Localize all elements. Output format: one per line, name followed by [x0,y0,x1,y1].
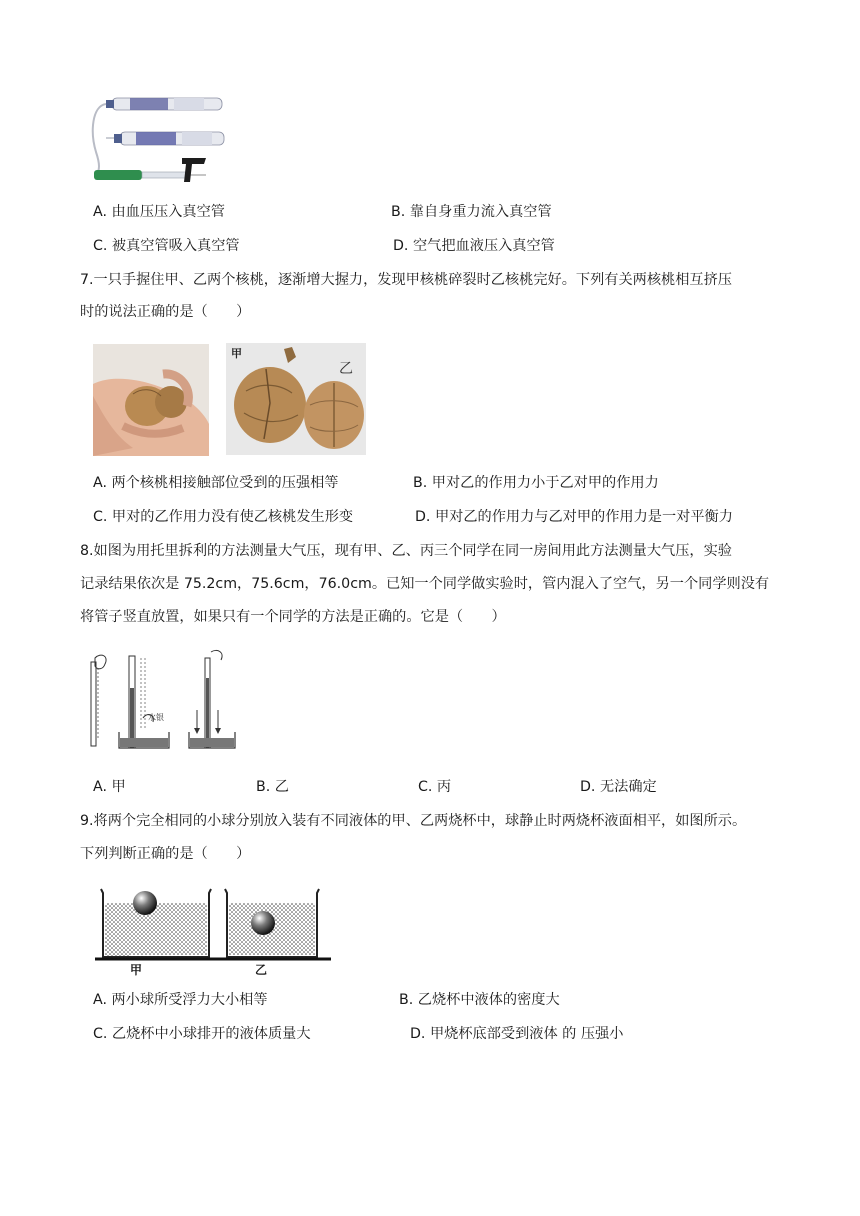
beaker-label-jia: 甲 [130,963,143,977]
q9-option-c[interactable]: C. 乙烧杯中小球排开的液体质量大 [93,1026,311,1042]
q6-option-c[interactable]: C. 被真空管吸入真空管 [93,238,240,254]
q6-option-a[interactable]: A. 由血压压入真空管 [93,204,225,220]
q7-option-d[interactable]: D. 甲对乙的作用力与乙对甲的作用力是一对平衡力 [415,509,733,525]
q8-option-a[interactable]: A. 甲 [93,779,126,795]
q9-stem-line2: 下列判断正确的是（ ） [80,846,251,862]
q8-stem-line2: 记录结果依次是 75.2cm，75.6cm，76.0cm。已知一个同学做实验时，管内混入了空气，另一个同学则没有 [80,576,770,592]
q8-stem-line3: 将管子竖直放置，如果只有一个同学的方法是正确的。它是（ ） [80,609,506,625]
q7-option-c[interactable]: C. 甲对的乙作用力没有使乙核桃发生形变 [93,509,354,525]
beaker-label-yi: 乙 [255,963,268,977]
q9-option-d[interactable]: D. 甲烧杯底部受到液体 的 压强小 [410,1026,624,1042]
q7-stem-line1: 7.一只手握住甲、乙两个核桃，逐渐增大握力，发现甲核桃碎裂时乙核桃完好。下列有关两核桃相互挤压 [80,272,732,288]
walnut-label-jia: 甲 [231,347,242,360]
q8-option-d[interactable]: D. 无法确定 [580,779,657,795]
q6-option-d[interactable]: D. 空气把血液压入真空管 [393,238,555,254]
walnut-label-yi: 乙 [339,361,353,377]
q9-option-b[interactable]: B. 乙烧杯中液体的密度大 [399,992,560,1008]
q7-option-a[interactable]: A. 两个核桃相接触部位受到的压强相等 [93,475,339,491]
torricelli-experiment-figure [85,648,241,756]
q9-stem-line1: 9.将两个完全相同的小球分别放入装有不同液体的甲、乙两烧杯中，球静止时两烧杯液面相平，如图所示。 [80,813,747,829]
q9-option-a[interactable]: A. 两小球所受浮力大小相等 [93,992,268,1008]
q8-option-c[interactable]: C. 丙 [418,779,452,795]
hand-holding-walnuts-photo [93,344,209,456]
mercury-label: 水银 [148,713,164,722]
blood-collection-tubes-figure [86,92,232,188]
q6-option-b[interactable]: B. 靠自身重力流入真空管 [391,204,552,220]
q7-stem-line2: 时的说法正确的是（ ） [80,304,251,320]
q7-option-b[interactable]: B. 甲对乙的作用力小于乙对甲的作用力 [413,475,659,491]
q8-stem-line1: 8.如图为用托里拆利的方法测量大气压，现有甲、乙、丙三个同学在同一房间用此方法测量大气压，实验 [80,543,732,559]
walnuts-jia-yi-photo [226,343,366,455]
q8-option-b[interactable]: B. 乙 [256,779,289,795]
